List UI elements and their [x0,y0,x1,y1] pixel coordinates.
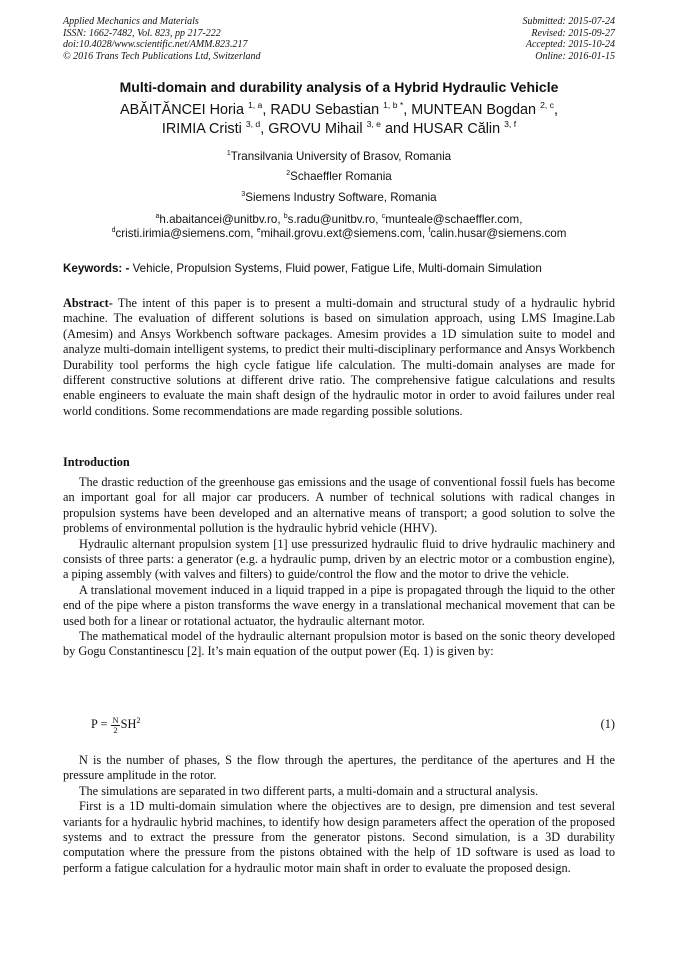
paragraph: The mathematical model of the hydraulic alternant propulsion motor is based on the sonic theory developed by Gogu Constantinescu [2]. It’s main equation of the output power (Eq. 1) is given by: [63,629,615,659]
author-affil-mark: 1, a [247,100,263,111]
paragraph: First is a 1D multi-domain simulation where the objectives are to design, pre dimension and test several variants for a hydraulic hybrid machines, to identify how design parameters affect the operation of the proposed systems and to extract the pressure from the generator pistons. Second simulation, is a 3D durability computation where the pressure from the pistons obtained with the help of 1D software is used as load to perform a fatigue calculation for a hydraulic motor main shaft in order to evaluate the proposed design. [63,799,615,875]
equation-block [63,714,615,738]
date-accepted: Accepted: 2015-10-24 [525,39,615,50]
journal-doi: doi:10.4028/www.scientific.net/AMM.823.217 [63,39,248,50]
email-link[interactable]: cristi.irimia@siemens.com [115,227,251,240]
author-name: GROVU Mihail [268,121,363,137]
author-name: MUNTEAN Bogdan [411,102,537,118]
fraction-numerator: N [112,714,119,725]
keywords-label: Keywords: - [63,262,130,275]
date-revised: Revised: 2015-09-27 [531,27,615,39]
email-mark: e [256,227,261,235]
equation-lhs: P = [91,717,108,732]
affiliation-mark: 1 [226,150,231,158]
abstract-text: The intent of this paper is to present a multi-domain and structural study of a hydraulic hybrid machine. The evaluation of different solutions is based on simulation approach, using LMS Imagine.Lab (Amesim) and Ansys Workbench software packages. Amesim provides a 1D simulation suite to model and analyze multi-domain intelligent systems, to predict their multi-disciplinary performance and Ansys Workbench Durability tool performs the high cycle fatigue life calculation. The multi-domain analyses are made for different constructive solutions at different drive ratio. The comprehensive fatigue calculations and results enable engineers to evaluate the main shaft design of the hydraulic motor in order to avoid failures under real world conditions. Some recommendations are made regarding possible solutions. [63,296,615,418]
journal-issn: ISSN: 1662-7482, Vol. 823, pp 217-222 [63,27,221,39]
equation [91,715,141,735]
email-mark: f [428,227,431,235]
author-list: ABĂITĂNCEI Horia $^{1, a}$, RADU Sebastian $^{1, b *}$, MUNTEAN Bogdan $^{2, c}$, IRIMIA Cristi $^{3, d}$, GROVU Mihail $^{3, e}$ and HUSAR Călin $^{3, f}$ [120,100,558,137]
email-mark: b [283,213,288,221]
author-name: ABĂITĂNCEI Horia [120,102,244,118]
email-link[interactable]: calin.husar@siemens.com [430,227,567,240]
paragraph: N is the number of phases, S the flow through the apertures, the perditance of the apertures and H the pressure amplitude in the rotor. [63,753,615,783]
affiliation-text: Schaeffler Romania [290,170,392,183]
paper-title: Multi-domain and durability analysis of a Hybrid Hydraulic Vehicle [119,79,559,95]
date-online: Online: 2016-01-15 [535,50,615,62]
affiliation [40,191,638,205]
keywords [63,262,615,276]
journal-name: Applied Mechanics and Materials [63,16,199,27]
equation-fraction [111,716,119,735]
email-list: $^a$h.abaitancei@unitbv.ro, $^b$s.radu@unitbv.ro, $^c$munteale@schaeffler.com, $^d$cristi.irimia@siemens.com, $^e$mihail.grovu.ext@siemens.com, $^f$calin.husar@siemens.com [111,213,567,240]
equation-number: (1) [600,717,615,731]
abstract [63,296,615,419]
email-link[interactable]: s.radu@unitbv.ro [287,213,376,226]
affiliation-text: Transilvania University of Brasov, Romania [230,150,452,163]
date-submitted: Submitted: 2015-07-24 [522,16,615,27]
email-mark: d [111,227,116,235]
author-name: RADU Sebastian [270,102,380,118]
author-affil-mark: 3, e [366,119,381,130]
abstract-label: Abstract- [63,296,113,310]
email-link[interactable]: h.abaitancei@unitbv.ro [159,213,278,226]
author-affil-mark: 3, d [245,119,261,130]
author-affil-mark: 3, f [504,119,517,130]
email-mark: c [381,213,386,221]
paragraph: A translational movement induced in a liquid trapped in a pipe is propagated through the liquid to the other end of the pipe where a piston transforms the wave energy in a translational mechanical movement that can be used both for a linear or rotational actuator, the hydraulic alternant motor. [63,582,615,628]
affiliation-mark: 3 [241,191,246,199]
affiliation [40,150,638,164]
author-name: IRIMIA Cristi [161,121,242,137]
author-name: HUSAR Călin [412,121,501,137]
section-heading: Introduction [63,455,130,469]
affiliation-text: Siemens Industry Software, Romania [245,191,437,204]
paragraph: The simulations are separated in two different parts, a multi-domain and a structural analysis. [79,783,539,798]
equation-rhs: SH [120,717,137,732]
email-link[interactable]: munteale@schaeffler.com [385,213,520,226]
journal-header [63,16,261,62]
paragraph: Hydraulic alternant propulsion system [1] use pressurized hydraulic fluid to drive hydraulic machinery and consists of three parts: a generator (e.g. a hydraulic pump, driven by an electric motor or a combustion engine), a piping assembly (with valves and filters) to guide/control the flow and the motor to drive the vehicle. [63,536,615,582]
equation-exponent: 2 [136,715,141,725]
introduction-body [63,475,615,660]
journal-copyright: © 2016 Trans Tech Publications Ltd, Switzerland [63,50,261,62]
affiliation-mark: 2 [286,170,291,178]
affiliation [40,170,638,184]
author-affil-mark: 2, c [540,100,554,111]
email-link[interactable]: mihail.grovu.ext@siemens.com [260,227,422,240]
paragraph: The drastic reduction of the greenhouse gas emissions and the usage of conventional fossil fuels has become an important goal for all major car producers. A number of technical solutions with radical changes in propulsion systems have been developed and an alternative means of transport; a good solution to solve the problems of environmental pollution is the hydraulic hybrid vehicle (HHV). [63,475,615,536]
fraction-denominator: 2 [113,724,118,735]
author-affil-mark: 1, b * [383,100,404,111]
author-connector: and [384,121,409,137]
keywords-text: Vehicle, Propulsion Systems, Fluid power, Fatigue Life, Multi-domain Simulation [132,262,542,275]
email-mark: a [155,213,160,221]
introduction-body-continued [63,753,615,876]
dates-header [523,16,616,62]
